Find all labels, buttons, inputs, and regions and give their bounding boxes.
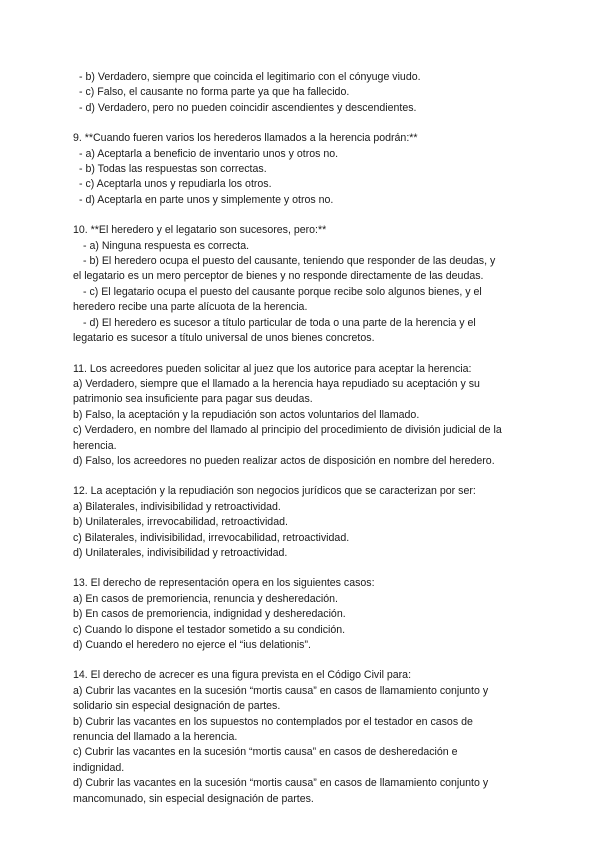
option-14d-line1: d) Cubrir las vacantes en la sucesión “mortis causa” en casos de llamamiento conjunto y [73, 777, 489, 790]
option-9d: - d) Aceptarla en parte unos y simplemente y otros no. [79, 193, 334, 206]
option-9b: - b) Todas las respuestas son correctas. [79, 163, 267, 176]
option-14a-line1: a) Cubrir las vacantes en la sucesión “mortis causa” en casos de llamamiento conjunto y [73, 684, 489, 697]
option-8d: - d) Verdadero, pero no pueden coincidir ascendientes y descendientes. [79, 101, 417, 114]
option-10b-line1: - b) El heredero ocupa el puesto del causante, teniendo que responder de las deudas, y [83, 255, 496, 268]
option-13a: a) En casos de premoriencia, renuncia y desheredación. [73, 592, 338, 605]
option-11a-line2: patrimonio sea insuficiente para pagar sus deudas. [73, 393, 313, 406]
option-8b: - b) Verdadero, siempre que coincida el legitimario con el cónyuge viudo. [79, 71, 421, 83]
option-14c-line1: c) Cubrir las vacantes en la sucesión “mortis causa” en casos de desheredación e [73, 746, 458, 759]
option-8c: - c) Falso, el causante no forma parte ya que ha fallecido. [79, 86, 350, 99]
option-14d-line2: mancomunado, sin especial designación de partes. [73, 792, 314, 805]
option-10c-line2: heredero recibe una parte alícuota de la herencia. [73, 301, 308, 314]
option-12d: d) Unilaterales, indivisibilidad y retroactividad. [73, 546, 288, 559]
question-14-title: 14. El derecho de acrecer es una figura prevista en el Código Civil para: [73, 669, 412, 682]
question-12-title: 12. La aceptación y la repudiación son negocios jurídicos que se caracterizan por ser: [73, 485, 476, 498]
option-9c: - c) Aceptarla unos y repudiarla los otros. [79, 178, 272, 191]
option-10a: - a) Ninguna respuesta es correcta. [83, 239, 250, 252]
option-10c-line1: - c) El legatario ocupa el puesto del causante porque recibe solo algunos bienes, y el [83, 285, 482, 298]
question-9 [73, 131, 525, 208]
question-10 [73, 223, 525, 346]
option-11d: d) Falso, los acreedores no pueden realizar actos de disposición en nombre del heredero. [73, 454, 495, 467]
question-13-title: 13. El derecho de representación opera en los siguientes casos: [73, 577, 375, 590]
option-13d: d) Cuando el heredero no ejerce el “ius delationis”. [73, 639, 311, 651]
question-11 [73, 362, 525, 470]
question-11-title: 11. Los acreedores pueden solicitar al juez que los autorice para aceptar la herencia: [73, 362, 472, 375]
option-10b-line2: el legatario es un mero perceptor de bienes y no responde directamente de las deudas. [73, 270, 484, 283]
option-13c: c) Cuando lo dispone el testador sometido a su condición. [73, 623, 346, 636]
question-10-title: 10. **El heredero y el legatario son sucesores, pero:** [73, 224, 327, 237]
question-14 [73, 668, 525, 807]
option-12c: c) Bilaterales, indivisibilidad, irrevocabilidad, retroactividad. [73, 531, 350, 544]
question-9-title: 9. **Cuando fueren varios los herederos llamados a la herencia podrán:** [73, 132, 418, 145]
option-10d-line2: legatario es sucesor a título universal de unos bienes concretos. [73, 332, 375, 345]
option-14b-line1: b) Cubrir las vacantes en los supuestos no contemplados por el testador en casos de [73, 715, 473, 728]
option-14c-line2: indignidad. [73, 761, 125, 774]
document-body [73, 70, 525, 807]
option-13b: b) En casos de premoriencia, indignidad y desheredación. [73, 608, 346, 621]
option-12b: b) Unilaterales, irrevocabilidad, retroactividad. [73, 516, 288, 529]
option-11c-line1: c) Verdadero, en nombre del llamado al principio del procedimiento de división judicial de la [73, 424, 502, 437]
option-11b: b) Falso, la aceptación y la repudiación son actos voluntarios del llamado. [73, 408, 420, 421]
question-13 [73, 576, 525, 653]
question-12 [73, 484, 525, 561]
question-8-options [73, 70, 525, 116]
option-9a: - a) Aceptarla a beneficio de inventario unos y otros no. [79, 147, 339, 160]
option-12a: a) Bilaterales, indivisibilidad y retroactividad. [73, 500, 281, 513]
option-10d-line1: - d) El heredero es sucesor a título particular de toda o una parte de la herencia y el [83, 316, 476, 329]
option-14a-line2: solidario sin especial designación de partes. [73, 700, 281, 713]
option-14b-line2: renuncia del llamado a la herencia. [73, 731, 238, 744]
option-11c-line2: herencia. [73, 439, 117, 452]
option-11a-line1: a) Verdadero, siempre que el llamado a la herencia haya repudiado su aceptación y su [73, 377, 480, 390]
